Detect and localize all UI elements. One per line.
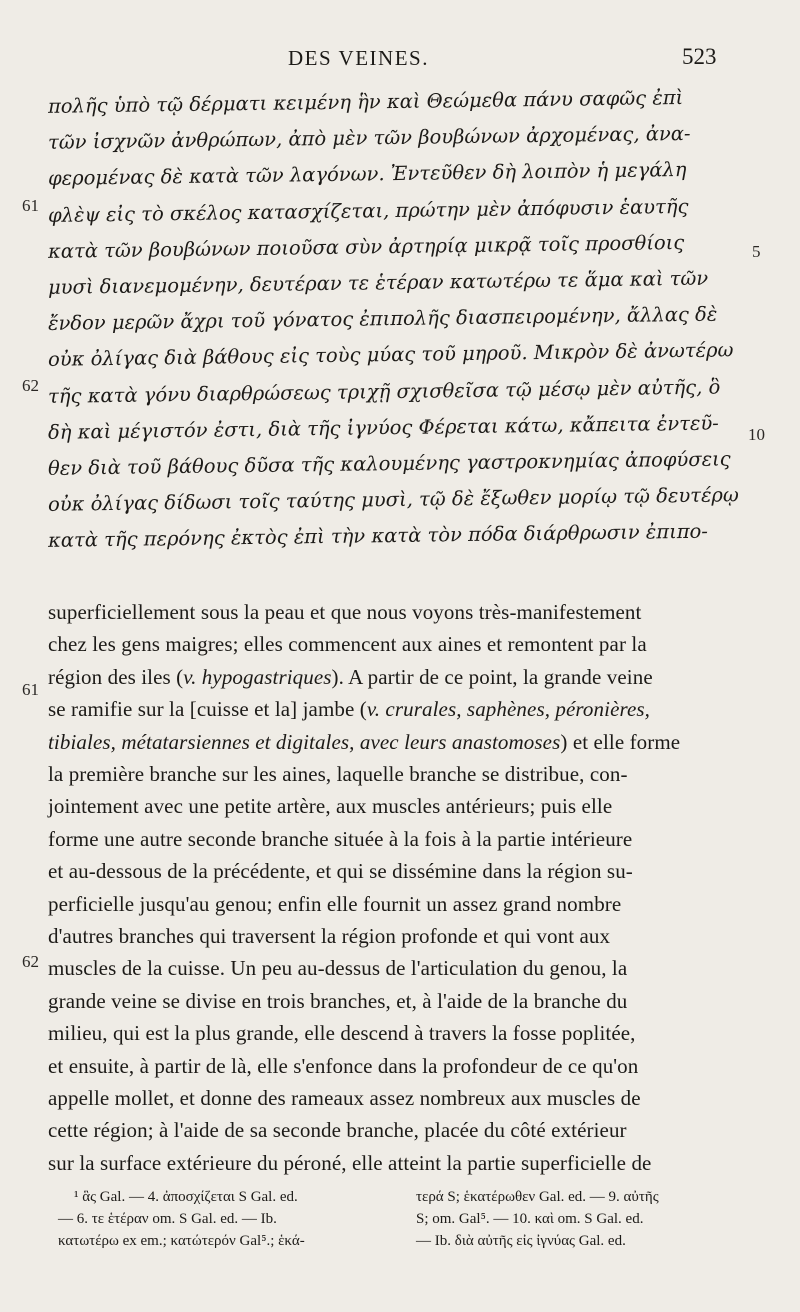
greek-line: ἔνδον μερῶν ἄχρι τοῦ γόνατος ἐπιπολῆς διασπειρομένην, ἄλλας δὲ [47, 302, 718, 336]
greek-line: οὐκ ὀλίγας διὰ βάθους εἰς τοὺς μύας τοῦ μηροῦ. Μικρὸν δὲ ἀνωτέρω [47, 338, 734, 372]
french-line: région des iles (v. hypogastriques). A partir de ce point, la grande veine [48, 664, 653, 689]
greek-line: θεν διὰ τοῦ βάθους δῦσα τῆς καλουμένης γαστροκνημίας ἀποφύσεις [47, 447, 731, 480]
greek-line: οὐκ ὀλίγας δίδωσι τοῖς ταύτης μυσὶ, τῷ δὲ ἔξωθεν μορίῳ τῷ δευτέρῳ [47, 483, 739, 517]
footnote-line: S; om. Gal⁵. — 10. καὶ om. S Gal. ed. [416, 1211, 644, 1227]
margin-ref-62: 62 [22, 376, 39, 395]
footnote-line: ¹ ἃς Gal. — 4. ἀποσχίζεται S Gal. ed. [74, 1189, 298, 1205]
french-line: et ensuite, à partir de là, elle s'enfonce dans la profondeur de ce qu'on [48, 1053, 639, 1078]
greek-line: τῶν ἰσχνῶν ἀνθρώπων, ἀπὸ μὲν τῶν βουβώνων ἀρχομένας, ἀνα- [47, 122, 691, 155]
greek-line: δὴ καὶ μέγιστόν ἐστι, διὰ τῆς ἰγνύος Φέρεται κάτω, κἄπειτα ἐντεῦ- [47, 411, 719, 444]
footnote-line: κατωτέρω ex em.; κατώτερόν Gal⁵.; ἑκά- [58, 1233, 305, 1249]
french-line: sur la surface extérieure du péroné, elle atteint la partie superficielle de [48, 1150, 652, 1175]
footnote-line: — 6. τε ἑτέραν om. S Gal. ed. — Ib. [58, 1211, 277, 1227]
greek-line: τῆς κατὰ γόνυ διαρθρώσεως τριχῇ σχισθεῖσα τῷ μέσῳ μὲν αὐτῆς, ὃ [47, 375, 721, 408]
greek-line: μυσὶ διανεμομένην, δευτέραν τε ἑτέραν κατωτέρω τε ἅμα καὶ τῶν [47, 266, 709, 299]
french-line: perficielle jusqu'au genou; enfin elle fournit un assez grand nombre [48, 891, 622, 916]
french-line: appelle mollet, et donne des rameaux assez nombreux aux muscles de [48, 1086, 641, 1110]
greek-line: κατὰ τῶν βουβώνων ποιοῦσα σὺν ἀρτηρίᾳ μικρᾷ τοῖς προσθίοις [47, 230, 685, 263]
margin-line-number-5: 5 [752, 242, 761, 261]
running-head-title: DES VEINES. [288, 46, 429, 70]
running-head [0, 44, 800, 80]
french-line: muscles de la cuisse. Un peu au-dessus de l'articulation du genou, la [48, 956, 628, 981]
french-line: chez les gens maigres; elles commencent aux aines et remontent par la [48, 632, 647, 657]
greek-line: φλὲψ εἰς τὸ σκέλος κατασχίζεται, πρώτην μὲν ἀπόφυσιν ἑαυτῆς [47, 194, 689, 227]
margin-ref-62-french: 62 [22, 952, 39, 971]
margin-ref-61-french: 61 [22, 680, 39, 699]
margin-ref-61: 61 [22, 196, 39, 215]
greek-line: κατὰ τῆς περόνης ἐκτὸς ἐπὶ τὴν κατὰ τὸν πόδα διάρθρωσιν ἐπιπο- [47, 520, 709, 553]
footnote-line: τερά S; ἑκατέρωθεν Gal. ed. — 9. αὐτῆς [416, 1189, 659, 1205]
french-line: se ramifie sur la [cuisse et la] jambe (v. crurales, saphènes, péronières, [48, 697, 651, 722]
french-line: superficiellement sous la peau et que nous voyons très-manifestement [48, 600, 642, 624]
margin-line-number-10: 10 [748, 425, 765, 444]
greek-line: πολῆς ὑπὸ τῷ δέρματι κειμένη ἣν καὶ Θεώμεθα πάνυ σαφῶς ἐπὶ [47, 86, 684, 118]
french-line: grande veine se divise en trois branches, et, à l'aide de la branche du [48, 988, 628, 1013]
french-line: milieu, qui est la plus grande, elle descend à travers la fosse poplitée, [48, 1021, 636, 1046]
page-number: 523 [682, 44, 717, 69]
french-line: forme une autre seconde branche située à la fois à la partie intérieure [48, 826, 633, 851]
greek-line: φερομένας δὲ κατὰ τῶν λαγόνων. Ἐντεῦθεν δὴ λοιπὸν ἡ μεγάλη [47, 158, 687, 191]
french-line: jointement avec une petite artère, aux muscles antérieurs; puis elle [48, 794, 613, 819]
footnote-line: — Ib. διὰ αὐτῆς εἰς ἰγνύας Gal. ed. [416, 1233, 626, 1249]
french-line: tibiales, métatarsiennes et digitales, avec leurs anastomoses) et elle forme [48, 729, 681, 754]
french-line: la première branche sur les aines, laquelle branche se distribue, con- [48, 762, 628, 786]
french-line: d'autres branches qui traversent la région profonde et qui vont aux [48, 924, 611, 948]
french-line: cette région; à l'aide de sa seconde branche, placée du côté extérieur [48, 1118, 627, 1143]
french-line: et au-dessous de la précédente, et qui se dissémine dans la région su- [48, 859, 633, 884]
